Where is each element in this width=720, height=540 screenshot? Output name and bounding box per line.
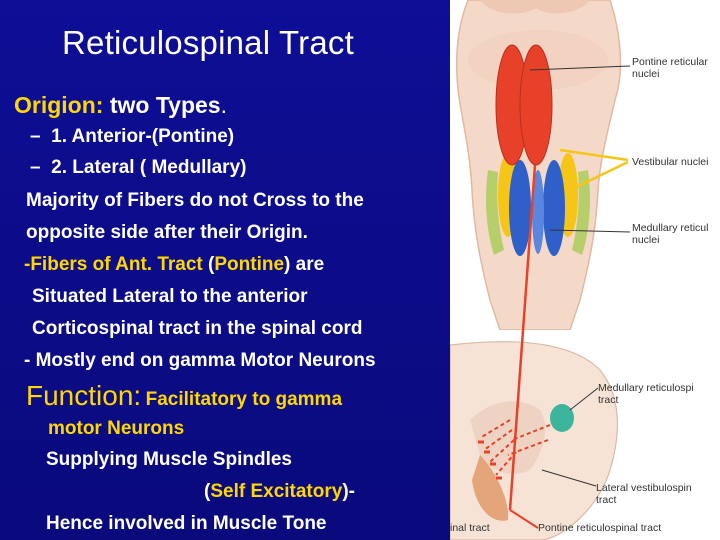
body-line-5: Corticospinal tract in the spinal cord	[32, 318, 363, 339]
function-line-3: Supplying Muscle Spindles	[46, 449, 292, 470]
pontine-word: Pontine	[214, 254, 285, 275]
ant-tract-text: -Fibers of Ant. Tract	[24, 254, 203, 275]
origin-text: two Types	[103, 92, 221, 118]
label-spinal-tract-fragment: inal tract	[450, 522, 490, 534]
medullary-nucleus-left	[509, 160, 531, 256]
self-excitatory: Self Excitatory	[210, 481, 343, 502]
label-line: Medullary reticul	[632, 222, 709, 234]
label-line: tract	[596, 494, 617, 506]
label-line: nuclei	[632, 234, 660, 246]
function-label: Function:	[26, 380, 142, 411]
type-dash: –	[30, 157, 41, 178]
medullary-nucleus-right	[543, 160, 565, 256]
type-text: 1. Anterior-(Pontine)	[51, 126, 235, 147]
label-medullary-nuclei	[632, 222, 708, 246]
brainstem-figure	[450, 0, 720, 540]
function-line-4	[204, 481, 355, 503]
function-line	[26, 380, 342, 412]
body-line-4: Situated Lateral to the anterior	[32, 286, 308, 307]
paren-open: (	[202, 254, 215, 275]
origin-dot: .	[220, 92, 227, 118]
type-item-lateral	[30, 157, 246, 179]
function-text: Facilitatory to gamma	[145, 389, 343, 410]
label-vestibular-nuclei: Vestibular nuclei	[632, 156, 709, 168]
label-line: Pontine reticular	[632, 56, 708, 68]
brainstem-diagram	[450, 0, 720, 540]
paren-close: ) are	[284, 254, 325, 275]
label-line: tract	[598, 394, 619, 406]
paren-close-dash: )-	[342, 481, 355, 502]
type-text: 2. Lateral ( Medullary)	[51, 157, 247, 178]
label-line: Medullary reticulospi	[598, 382, 694, 394]
label-pontine-nuclei	[632, 56, 708, 80]
function-line-5: Hence involved in Muscle Tone	[46, 513, 327, 534]
pontine-nucleus-right	[520, 45, 552, 165]
label-medullary-tract	[598, 382, 694, 406]
label-pontine-tract: Pontine reticulospinal tract	[538, 522, 662, 534]
label-line: Lateral vestibulospin	[596, 482, 692, 494]
type-dash: –	[30, 126, 41, 147]
origin-line	[14, 92, 227, 119]
medullary-tract-section	[550, 404, 574, 432]
label-lateral-vestibulospinal	[596, 482, 692, 506]
origin-label: Origion:	[14, 92, 104, 118]
body-line-3	[24, 254, 324, 276]
type-item-anterior	[30, 126, 234, 148]
body-line-6: - Mostly end on gamma Motor Neurons	[24, 350, 376, 371]
paren-open: (	[204, 481, 211, 502]
function-line-2: motor Neurons	[48, 418, 185, 439]
label-line: nuclei	[632, 68, 660, 80]
body-line-2: opposite side after their Origin.	[26, 222, 308, 243]
slide-title: Reticulospinal Tract	[62, 24, 354, 61]
body-line-1: Majority of Fibers do not Cross to the	[26, 190, 364, 211]
